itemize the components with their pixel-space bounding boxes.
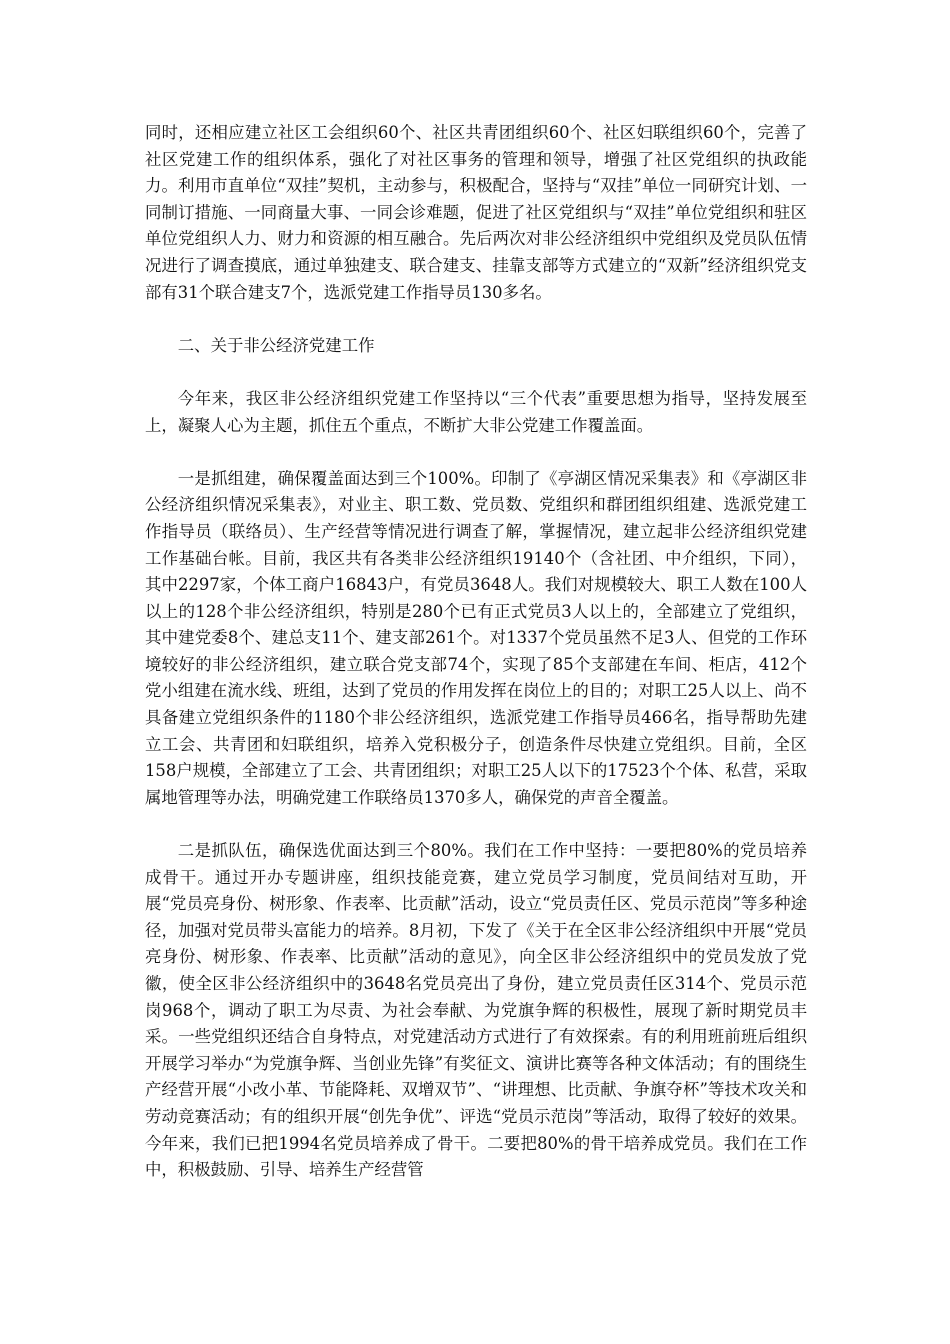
paragraph-gap bbox=[145, 306, 807, 333]
paragraph-gap bbox=[145, 439, 807, 466]
document-page bbox=[145, 120, 807, 1184]
paragraph-team-building: 二是抓队伍，确保选优面达到三个80%。我们在工作中坚持：一要把80%的党员培养成骨干。通过开办专题讲座，组织技能竞赛，建立党员学习制度，党员间结对互助，开展“党员亮身份、树形象、作表率、比贡献”活动，设立“党员责任区、党员示范岗”等多种途径，加强对党员带头富能力的培养。8月初，下发了《关于在全区非公经济组织中开展“党员亮身份、树形象、作表率、比贡献”活动的意见》，向全区非公经济组织中的党员发放了党徽，使全区非公经济组织中的3648名党员亮出了身份，建立党员责任区314个、党员示范岗968个，调动了职工为尽责、为社会奉献、为党旗争辉的积极性，展现了新时期党员丰采。一些党组织还结合自身特点，对党建活动方式进行了有效探索。有的利用班前班后组织开展学习举办“为党旗争辉、当创业先锋”有奖征文、演讲比赛等各种文体活动；有的围绕生产经营开展“小改小革、节能降耗、双增双节”、“讲理想、比贡献、争旗夺杯”等技术攻关和劳动竞赛活动；有的组织开展“创先争优”、评选“党员示范岗”等活动，取得了较好的效果。今年来，我们已把1994名党员培养成了骨干。二要把80%的骨干培养成党员。我们在工作中，积极鼓励、引导、培养生产经营管 bbox=[145, 841, 807, 1180]
paragraph-community-party-building: 同时，还相应建立社区工会组织60个、社区共青团组织60个、社区妇联组织60个，完善了社区党建工作的组织体系，强化了对社区事务的管理和领导，增强了社区党组织的执政能力。利用市直单位“双挂”契机，主动参与，积极配合，坚持与“双挂”单位一同研究计划、一同制订措施、一同商量大事、一同会诊难题，促进了社区党组织与“双挂”单位党组织和驻区单位党组织人力、财力和资源的相互融合。先后两次对非公经济组织中党组织及党员队伍情况进行了调查摸底，通过单独建支、联合建支、挂靠支部等方式建立的“双新”经济组织党支部有31个联合建支7个，选派党建工作指导员130多名。 bbox=[145, 123, 807, 302]
paragraph-gap bbox=[145, 359, 807, 386]
paragraph-gap bbox=[145, 811, 807, 838]
paragraph-organization-building: 一是抓组建，确保覆盖面达到三个100%。印制了《亭湖区情况采集表》和《亭湖区非公经济组织情况采集表》，对业主、职工数、党员数、党组织和群团组织组建、选派党建工作指导员（联络员）、生产经营等情况进行调查了解，掌握情况，建立起非公经济组织党建工作基础台帐。目前，我区共有各类非公经济组织19140个（含社团、中介组织，下同），其中2297家，个体工商户16843户，有党员3648人。我们对规模较大、职工人数在100人以上的128个非公经济组织，特别是280个已有正式党员3人以上的，全部建立了党组织，其中建党委8个、建总支11个、建支部261个。对1337个党员虽然不足3人、但党的工作环境较好的非公经济组织，建立联合党支部74个，实现了85个支部建在车间、柜店，412个党小组建在流水线、班组，达到了党员的作用发挥在岗位上的目的；对职工25人以上、尚不具备建立党组织条件的1180个非公经济组织，选派党建工作指导员466名，指导帮助先建立工会、共青团和妇联组织，培养入党积极分子，创造条件尽快建立党组织。目前，全区158户规模，全部建立了工会、共青团组织；对职工25人以下的17523个个体、私营，采取属地管理等办法，明确党建工作联络员1370多人，确保党的声音全覆盖。 bbox=[145, 468, 807, 807]
section-heading-non-public-economy: 二、关于非公经济党建工作 bbox=[177, 335, 375, 355]
paragraph-intro-non-public-economy: 今年来，我区非公经济组织党建工作坚持以“三个代表”重要思想为指导，坚持发展至上，凝聚人心为主题，抓住五个重点，不断扩大非公党建工作覆盖面。 bbox=[145, 388, 807, 435]
